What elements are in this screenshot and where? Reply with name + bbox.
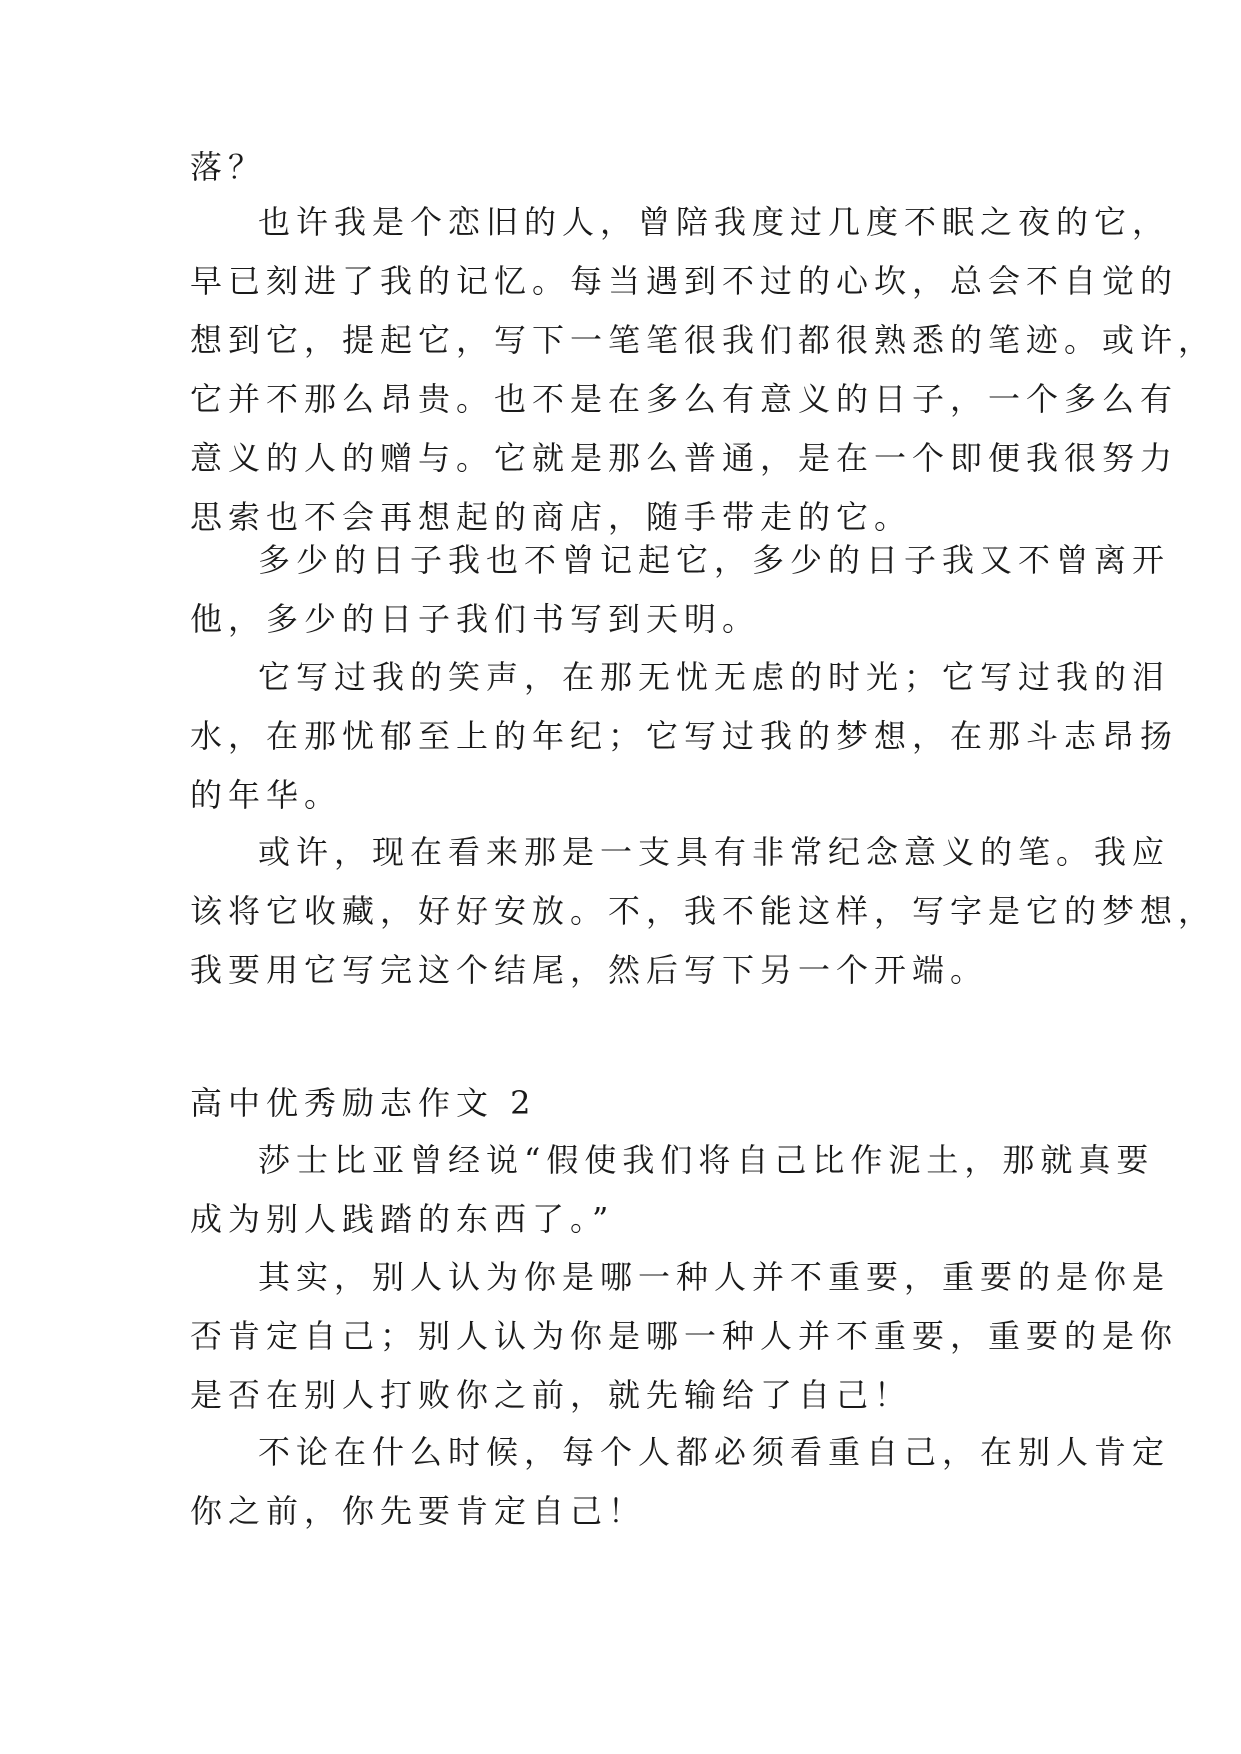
text-line: 莎士比亚曾经说“假使我们将自己比作泥土，那就真要	[258, 1141, 1155, 1179]
text-line: 你之前，你先要肯定自己！	[190, 1492, 647, 1530]
fragment-line	[190, 138, 1070, 197]
paragraph-4	[190, 823, 1217, 1000]
text-line: 想到它，提起它，写下一笔笔很我们都很熟悉的笔迹。或许，	[190, 321, 1217, 359]
text-line: 早已刻进了我的记忆。每当遇到不过的心坎，总会不自觉的	[190, 262, 1179, 300]
section-title: 高中优秀励志作文 2	[190, 1084, 537, 1122]
paragraph-7	[190, 1423, 1171, 1541]
text-line: 多少的日子我也不曾记起它，多少的日子我又不曾离开	[258, 541, 1171, 579]
text-line: 也许我是个恋旧的人，曾陪我度过几度不眠之夜的它，	[258, 203, 1171, 241]
text-line: 它并不那么昂贵。也不是在多么有意义的日子，一个多么有	[190, 380, 1179, 418]
paragraph-6	[190, 1248, 1179, 1425]
text-line: 其实，别人认为你是哪一种人并不重要，重要的是你是	[258, 1258, 1171, 1296]
paragraph-5	[190, 1131, 1155, 1249]
text-line: 它写过我的笑声，在那无忧无虑的时光；它写过我的泪	[258, 658, 1171, 696]
text-line: 意义的人的赠与。它就是那么普通，是在一个即便我很努力	[190, 439, 1179, 477]
paragraph-2	[190, 531, 1171, 649]
text-line: 的年华。	[190, 776, 343, 814]
text-line: 该将它收藏，好好安放。不，我不能这样，写字是它的梦想，	[190, 892, 1217, 930]
text-line: 水，在那忧郁至上的年纪；它写过我的梦想，在那斗志昂扬	[190, 717, 1179, 755]
paragraph-3	[190, 648, 1179, 825]
text-line: 落？	[190, 148, 267, 186]
text-line: 他，多少的日子我们书写到天明。	[190, 600, 761, 638]
text-line: 我要用它写完这个结尾，然后写下另一个开端。	[190, 951, 989, 989]
text-line: 或许，现在看来那是一支具有非常纪念意义的笔。我应	[258, 833, 1171, 871]
text-line: 思索也不会再想起的商店，随手带走的它。	[190, 498, 913, 536]
text-line: 否肯定自己；别人认为你是哪一种人并不重要，重要的是你	[190, 1317, 1179, 1355]
text-line: 成为别人践踏的东西了。”	[190, 1200, 615, 1238]
text-line: 不论在什么时候，每个人都必须看重自己，在别人肯定	[258, 1433, 1171, 1471]
paragraph-1	[190, 193, 1217, 547]
text-line: 是否在别人打败你之前，就先输给了自己！	[190, 1376, 913, 1414]
